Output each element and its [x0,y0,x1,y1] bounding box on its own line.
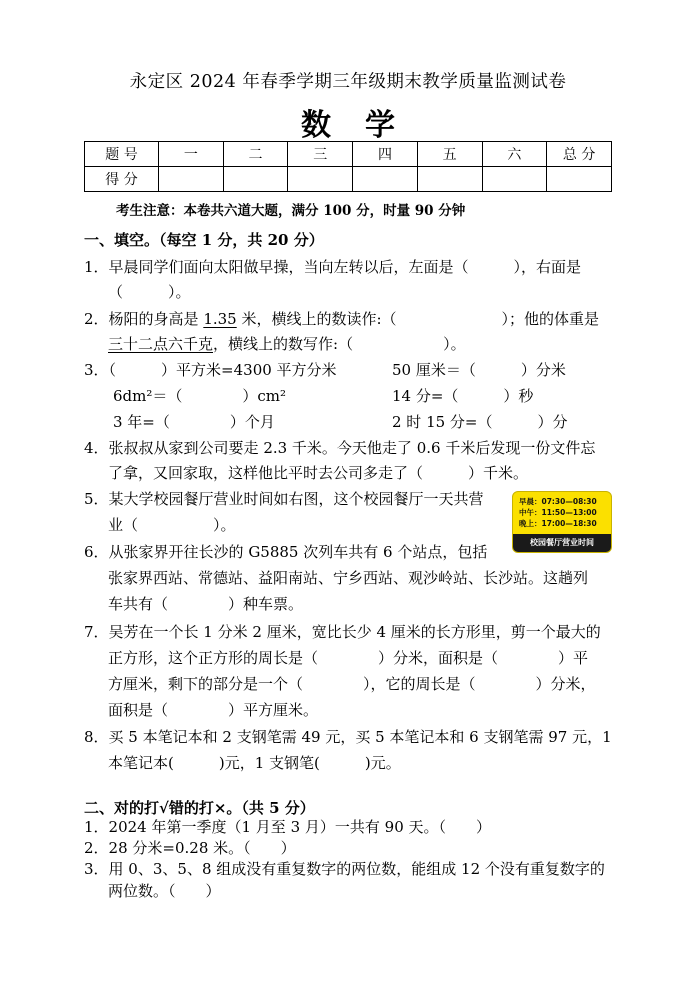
judge-question-1: 1．2024 年第一季度（1 月至 3 月）一共有 90 天。（ ） [84,818,492,836]
score-field[interactable] [159,167,224,192]
table-cell: 总 分 [547,142,612,167]
q2-text: 米，横线上的数读作:（ ）；他的体重是 [236,310,600,328]
exam-notice: 考生注意：本卷共六道大题，满分 100 分，时量 90 分钟 [116,203,466,219]
question-7-line-1: 7．吴芳在一个长 1 分米 2 厘米，宽比长少 4 厘米的长方形里，剪一个最大的 [84,623,601,641]
question-5-line-2: 业（ ）。 [108,516,236,534]
score-field[interactable] [482,167,547,192]
table-cell: 三 [288,142,353,167]
table-cell: 六 [482,142,547,167]
canteen-hours-image [512,491,612,553]
question-8-line-1: 8．买 5 本笔记本和 2 支钢笔需 49 元，买 5 本笔记本和 6 支钢笔需 97 元，1 [84,728,612,746]
question-6-line-3: 车共有（ ）种车票。 [108,595,304,613]
table-cell: 得 分 [85,167,159,192]
exam-title: 永定区 2024 年春季学期三年级期末教学质量监测试卷 [129,72,567,92]
canteen-hours-morning: 早晨：07:30—08:30 [519,497,597,506]
question-6-line-1: 6．从张家界开往长沙的 G5885 次列车共有 6 个站点，包括 [84,543,488,561]
question-7-line-3: 方厘米，剩下的部分是一个（ ），它的周长是（ ）分米， [108,675,596,693]
question-6-line-2: 张家界西站、常德站、益阳南站、宁乡西站、观沙岭站、长沙站。这趟列 [108,569,589,587]
question-3-item-2a: 6dm²＝（ ）cm² [113,387,287,405]
q2-text: ，横线上的数写作:（ ）。 [213,335,466,353]
score-table-header-row [85,142,612,167]
question-3-item-3b: 2 时 15 分=（ ）分 [392,413,568,431]
score-table-score-row [85,167,612,192]
question-3-item-1b: 50 厘米＝（ ）分米 [392,361,566,379]
q2-text: 2．杨阳的身高是 [84,310,204,328]
canteen-hours-evening: 晚上：17:00—18:30 [519,519,597,528]
judge-question-3-line-2: 两位数。（ ） [108,882,221,900]
table-cell: 一 [159,142,224,167]
canteen-hours-noon: 中午：11:50—13:00 [519,508,597,517]
table-cell: 五 [417,142,482,167]
judge-question-2: 2．28 分米=0.28 米。（ ） [84,839,296,857]
score-table [84,141,612,192]
question-2-line-1 [84,308,618,329]
table-cell: 四 [353,142,418,167]
q2-underlined-words: 三十二点六千克 [108,335,214,353]
section-2-heading: 二、对的打√错的打×。（共 5 分） [84,799,315,817]
question-4-line-2: 了拿，又回家取，这样他比平时去公司多走了（ ）千米。 [108,464,529,482]
question-7-line-2: 正方形，这个正方形的周长是（ ）分米，面积是（ ）平 [108,649,589,667]
question-4-line-1: 4．张叔叔从家到公司要走 2.3 千米。今天他走了 0.6 千米后发现一份文件忘 [84,439,596,457]
score-field[interactable] [417,167,482,192]
question-5-line-1: 5．某大学校园餐厅营业时间如右图，这个校园餐厅一天共营 [84,490,484,508]
question-7-line-4: 面积是（ ）平方厘米。 [108,701,319,719]
subject-title: 数学 [301,108,429,143]
question-3-item-1a: 3．（ ）平方米=4300 平方分米 [84,361,337,379]
question-2-line-2 [108,333,642,354]
section-1-heading: 一、填空。（每空 1 分，共 20 分） [84,231,324,249]
table-cell: 题 号 [85,142,159,167]
question-3-item-2b: 14 分=（ ）秒 [392,387,534,405]
question-3-item-3a: 3 年=（ ）个月 [113,413,275,431]
q2-underlined-number: 1.35 [203,310,237,328]
judge-question-3-line-1: 3．用 0、3、5、8 组成没有重复数字的两位数，能组成 12 个没有重复数字的 [84,860,605,878]
canteen-hours-caption: 校园餐厅营业时间 [513,534,611,552]
score-field[interactable] [547,167,612,192]
question-1-line-2: （ ）。 [108,283,191,301]
score-field[interactable] [223,167,288,192]
question-1-line-1: 1．早晨同学们面向太阳做早操，当向左转以后，左面是（ ），右面是 [84,258,582,276]
score-field[interactable] [288,167,353,192]
score-field[interactable] [353,167,418,192]
question-8-line-2: 本笔记本( )元，1 支钢笔( )元。 [108,754,401,772]
table-cell: 二 [223,142,288,167]
